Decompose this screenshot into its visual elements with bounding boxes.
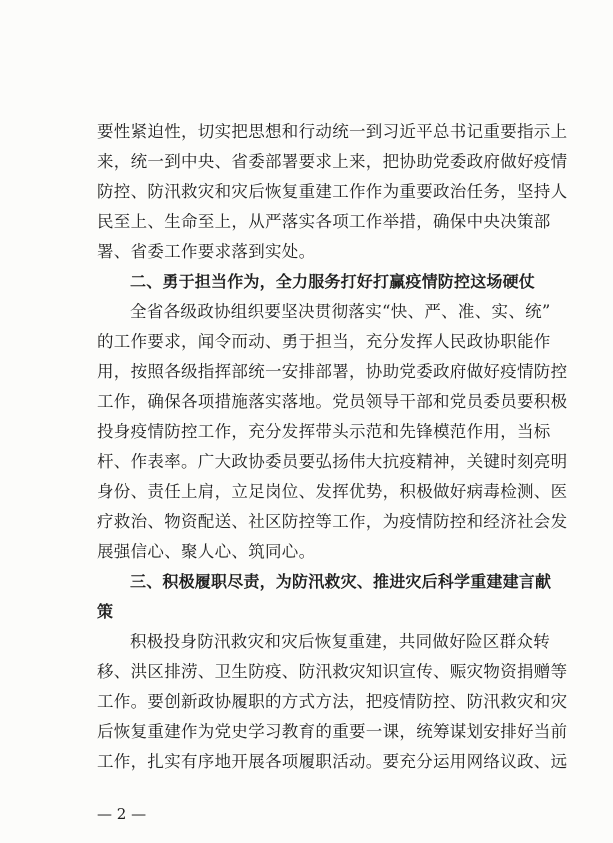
body-line: 署、省委工作要求落到实处。 <box>97 242 316 261</box>
body-line: 疗救治、物资配送、社区防控等工作，为疫情防控和经济社会发 <box>97 512 568 531</box>
body-line: 防控、防汛救灾和灾后恢复重建工作作为重要政治任务，坚持人 <box>97 182 568 201</box>
body-line: 来，统一到中央、省委部署要求上来，把协助党委政府做好疫情 <box>97 152 568 171</box>
body-line: 移、洪区排涝、卫生防疫、防汛救灾知识宣传、赈灾物资捐赠等 <box>97 662 568 681</box>
body-line: 身份、责任上肩，立足岗位、发挥优势，积极做好病毒检测、医 <box>97 482 568 501</box>
body-line: 民至上、生命至上，从严落实各项工作举措，确保中央决策部 <box>97 212 551 231</box>
body-line: 的工作要求，闻令而动、勇于担当，充分发挥人民政协职能作 <box>97 332 551 351</box>
section-heading-3-cont: 策 <box>97 602 114 621</box>
body-line: 工作，确保各项措施落实落地。党员领导干部和党员委员要积极 <box>97 392 568 411</box>
body-line: 积极投身防汛救灾和灾后恢复重建，共同做好险区群众转 <box>130 632 550 651</box>
body-line: 用，按照各级指挥部统一安排部署，协助党委政府做好疫情防控 <box>97 362 568 381</box>
body-line: 要性紧迫性，切实把思想和行动统一到习近平总书记重要指示上 <box>97 122 568 141</box>
body-line: 杆、作表率。广大政协委员要弘扬伟大抗疫精神，关键时刻亮明 <box>97 452 568 471</box>
body-line: 展强信心、聚人心、筑同心。 <box>97 542 316 561</box>
section-heading-2: 二、勇于担当作为，全力服务打好打赢疫情防控这场硬仗 <box>130 272 536 291</box>
page-number: — 2 — <box>97 805 147 823</box>
section-heading-3: 三、积极履职尽责，为防汛救灾、推进灾后科学重建建言献 <box>130 572 552 591</box>
body-line: 投身疫情防控工作，充分发挥带头示范和先锋模范作用，当标 <box>97 422 551 441</box>
body-line: 工作。要创新政协履职的方式方法，把疫情防控、防汛救灾和灾 <box>97 692 568 711</box>
body-line: 工作，扎实有序地开展各项履职活动。要充分运用网络议政、远 <box>97 752 568 771</box>
body-line: 后恢复重建作为党史学习教育的重要一课，统筹谋划安排好当前 <box>97 722 568 741</box>
body-line: 全省各级政协组织要坚决贯彻落实“快、严、准、实、统” <box>130 302 551 321</box>
